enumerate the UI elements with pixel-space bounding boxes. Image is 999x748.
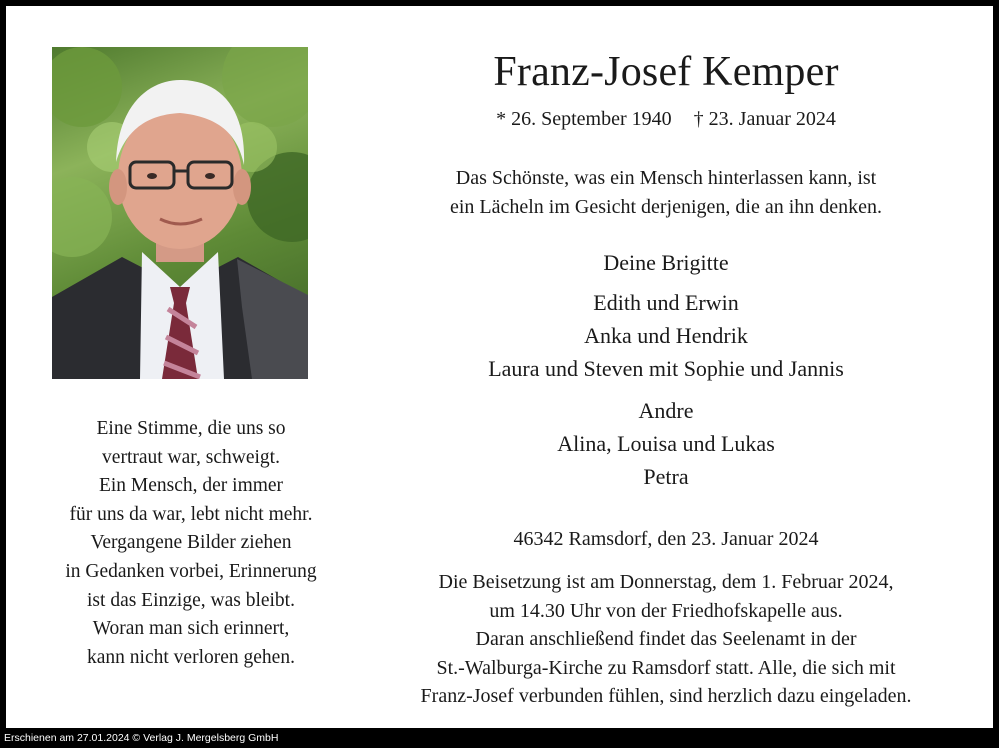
poem-line: Eine Stimme, die uns so [96, 418, 286, 439]
family-line: Petra [643, 464, 689, 489]
family-group-children [366, 286, 966, 385]
death-date: † 23. Januar 2024 [693, 108, 836, 130]
portrait-photo [52, 47, 308, 379]
notice-line: um 14.30 Uhr von der Friedhofskapelle aus. [489, 599, 843, 622]
family-line: Anka und Hendrik [584, 323, 748, 348]
quote-line: Das Schönste, was ein Mensch hinterlassen kann, ist [455, 167, 877, 189]
poem-line: kann nicht verloren gehen. [87, 646, 295, 668]
life-dates [366, 106, 966, 132]
family-line: Alina, Louisa und Lukas [557, 431, 775, 456]
poem-line: in Gedanken vorbei, Erinnerung [65, 560, 317, 582]
poem-line: Woran man sich erinnert, [92, 618, 290, 640]
quote [366, 164, 966, 221]
family-line: Deine Brigitte [603, 250, 729, 275]
obituary-card [6, 6, 993, 728]
poem-line: vertraut war, schweigt. [102, 446, 280, 468]
notice-line: Die Beisetzung ist am Donnerstag, dem 1. Februar 2024, [438, 571, 894, 593]
poem-line: Vergangene Bilder ziehen [90, 532, 292, 554]
quote-line: ein Lächeln im Gesicht derjenigen, die an ihn denken. [449, 195, 883, 218]
notice-line: Daran anschließend findet das Seelenamt in der [475, 628, 857, 650]
birth-date: * 26. September 1940 [496, 108, 672, 130]
poem-line: Ein Mensch, der immer [98, 475, 284, 497]
publication-footer: Erschienen am 27.01.2024 © Verlag J. Mergelsberg GmbH [4, 732, 279, 744]
family-group-relatives [366, 394, 966, 493]
family-line: Edith und Erwin [593, 290, 739, 315]
family-group-spouse [366, 246, 966, 279]
deceased-name: Franz-Josef Kemper [493, 49, 839, 95]
family-line: Laura und Steven mit Sophie und Jannis [488, 356, 844, 381]
family-line: Andre [638, 398, 694, 423]
place-date: 46342 Ramsdorf, den 23. Januar 2024 [513, 528, 819, 550]
poem-line: für uns da war, lebt nicht mehr. [69, 503, 313, 525]
notice-line: Franz-Josef verbunden fühlen, sind herzlich dazu eingeladen. [420, 685, 912, 707]
poem [16, 415, 366, 672]
poem-line: ist das Einzige, was bleibt. [87, 589, 295, 611]
notice-line: St.-Walburga-Kirche zu Ramsdorf statt. Alle, die sich mit [436, 656, 896, 679]
funeral-notice [366, 568, 966, 711]
